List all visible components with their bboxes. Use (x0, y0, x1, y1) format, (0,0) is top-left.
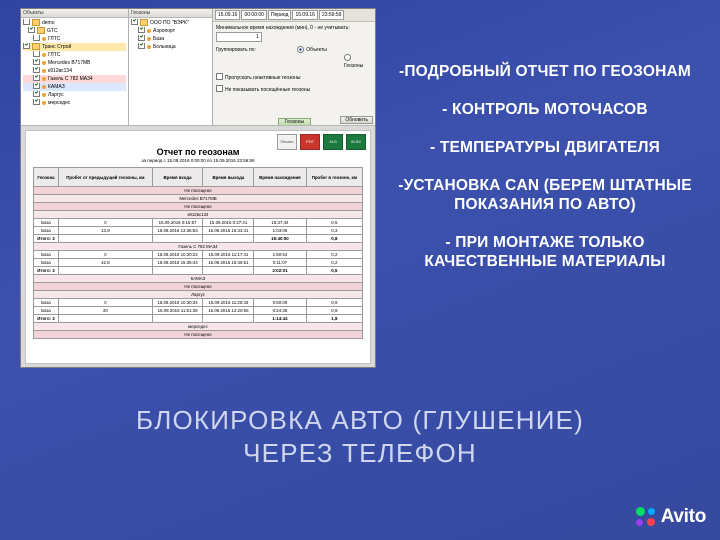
col-mileage-prev: Пробег от предыдущей геозоны, км (59, 168, 152, 187)
cell: 0,8 (306, 235, 363, 243)
checkbox-icon[interactable] (138, 43, 145, 49)
min-time-label: Минимальное время нахождения (мин), 0 - не учитывать: (216, 25, 350, 31)
tree-item-label: Ларгус (48, 92, 64, 98)
avito-logo (636, 506, 706, 528)
cell: 1:03:06 (254, 227, 306, 235)
checkbox-icon[interactable] (33, 99, 40, 105)
vehicle-icon (42, 69, 46, 73)
cell: 15.09.2016 13:36:53 (152, 227, 203, 235)
cell: 15.09.2016 11:17:41 (203, 251, 254, 259)
cell (203, 267, 254, 275)
folder-icon (37, 27, 45, 34)
group-row (33, 331, 362, 339)
tree-item-label: demo (42, 20, 55, 26)
checkbox-icon[interactable] (131, 19, 138, 25)
cell: 0,5 (306, 267, 363, 275)
cell: База (33, 251, 58, 259)
cell: 15.09.2016 16:33:41 (203, 227, 254, 235)
feature-item-1: -ПОДРОБНЫЙ ОТЧЕТ ПО ГЕОЗОНАМ (398, 63, 692, 80)
tree-item-label: ГЛТС (48, 36, 61, 42)
cell: 15.09.2016 12:20:56 (203, 307, 254, 315)
tree-item-label: Транс Строй (42, 44, 72, 50)
cell (152, 315, 203, 323)
geozones-panel-header: Геозоны (129, 9, 212, 18)
group-row (33, 283, 362, 291)
cell: База (33, 219, 58, 227)
group-label: к912вс134 (33, 211, 362, 219)
table-row (33, 299, 362, 307)
vehicle-icon (42, 53, 46, 57)
cell: 1:14:44 (254, 315, 306, 323)
headline (0, 404, 720, 470)
avito-wordmark: Avito (660, 506, 706, 527)
table-header-row (33, 168, 362, 187)
table-row (33, 307, 362, 315)
objects-tree[interactable] (21, 18, 128, 108)
objects-panel[interactable] (21, 9, 129, 125)
geozones-tree[interactable] (129, 18, 212, 52)
folder-icon (32, 19, 40, 26)
tree-item[interactable] (23, 19, 126, 27)
group-row (33, 275, 362, 283)
group-row (33, 291, 362, 299)
cell (152, 235, 203, 243)
headline-line-2: ЧЕРЕЗ ТЕЛЕФОН (243, 438, 477, 468)
params-panel[interactable] (213, 9, 375, 125)
cell: 15.09.2016 15:46:51 (203, 259, 254, 267)
cell: Итого: 2 (33, 315, 58, 323)
export-pdf-button[interactable]: PDF (300, 134, 320, 150)
export-xls-button[interactable]: XLS (323, 134, 343, 150)
radio-icon[interactable] (297, 46, 304, 53)
cell: 15.09.2016 0:27:41 (203, 219, 254, 227)
feature-item-2: - КОНТРОЛЬ МОТОЧАСОВ (442, 101, 648, 118)
group-label: Газель С 782 МА34 (33, 243, 362, 251)
cell: База (33, 227, 58, 235)
group-row (33, 203, 362, 211)
group-label: Не посещено (33, 187, 362, 195)
group-row (33, 211, 362, 219)
tree-item-label: мерседес (48, 100, 71, 106)
cell: 1:50:54 (254, 251, 306, 259)
tree-item[interactable] (23, 83, 126, 91)
checkbox-icon[interactable] (33, 91, 40, 97)
table-row (33, 227, 362, 235)
vehicle-icon (42, 61, 46, 65)
col-geozone: Геозона (33, 168, 58, 187)
cell: 0,9 (306, 307, 363, 315)
group-row (33, 195, 362, 203)
checkbox-icon[interactable] (33, 51, 40, 57)
group-row (213, 44, 375, 72)
checkbox-icon[interactable] (138, 27, 145, 33)
tree-item[interactable] (23, 75, 126, 83)
cell (59, 315, 152, 323)
folder-icon (140, 19, 148, 26)
checkbox-icon[interactable] (28, 27, 35, 33)
cell: 0 (59, 299, 152, 307)
date-to-input[interactable]: 15.09.16 (292, 10, 317, 20)
total-row (33, 315, 362, 323)
cell: 15.09.2016 10:30:34 (152, 299, 203, 307)
cell: База (33, 259, 58, 267)
skip-inactive-row[interactable]: Пропускать неактивные геозоны (213, 72, 375, 84)
headline-line-1: БЛОКИРОВКА АВТО (ГЛУШЕНИЕ) (135, 405, 585, 435)
min-time-row (213, 22, 375, 44)
tree-item[interactable] (23, 43, 126, 51)
col-time-out: Время выхода (203, 168, 254, 187)
table-row (33, 251, 362, 259)
report-subtitle: за период с 15.09.2016 0:00:00 по 15.09.2016 23:59:59 (141, 158, 255, 163)
vehicle-icon (42, 77, 46, 81)
cell: 0 (59, 219, 152, 227)
date-from-input[interactable]: 15.09.16 (215, 10, 240, 20)
group-option-objects[interactable]: Объекты (297, 47, 327, 53)
feature-item-4: -УСТАНОВКА CAN (БЕРЕМ ШТАТНЫЕ ПОКАЗАНИЯ ПО АВТО) (398, 177, 692, 213)
time-from-input[interactable]: 00:00:00 (241, 10, 266, 20)
tree-item[interactable] (23, 51, 126, 59)
tree-item[interactable] (23, 27, 126, 35)
group-label: Группировать по: (216, 47, 256, 53)
period-bar[interactable] (213, 9, 375, 22)
cell: 20 (59, 307, 152, 315)
cell: 0,3 (306, 227, 363, 235)
vehicle-icon (42, 37, 46, 41)
tree-item-label: Аэропорт (153, 28, 176, 34)
table-row (33, 259, 362, 267)
cell: 1,8 (306, 315, 363, 323)
cell: 15.09.2016 11:20:43 (203, 299, 254, 307)
tree-item-label: Mercedes B717MB (48, 60, 91, 66)
tree-item-label: База (153, 36, 165, 42)
checkbox-icon[interactable] (33, 75, 40, 81)
group-row (33, 243, 362, 251)
cell: 0,9 (306, 299, 363, 307)
cell: 15.09.2016 11:51:38 (152, 307, 203, 315)
cell: 15.09.2016 10:20:22 (152, 251, 203, 259)
checkbox-icon[interactable] (23, 43, 30, 49)
app-screenshot (20, 8, 376, 368)
radio-icon[interactable] (344, 54, 351, 61)
tree-item-label: Больница (153, 44, 176, 50)
cell: 42,8 (59, 259, 152, 267)
cell: 15.09.2016 15:35:44 (152, 259, 203, 267)
cell: 13,9 (59, 227, 152, 235)
group-row (33, 323, 362, 331)
tab-geozones[interactable]: Геозоны (278, 118, 311, 125)
cell: База (33, 307, 58, 315)
checkbox-icon[interactable] (216, 73, 223, 80)
report-title: Отчет по геозонам (156, 147, 240, 157)
cell: 2:02:01 (254, 267, 306, 275)
tree-item-label: к912вс134 (48, 68, 72, 74)
tree-item[interactable] (23, 91, 126, 99)
cell: 0:50:09 (254, 299, 306, 307)
col-duration: Время нахождения (254, 168, 306, 187)
feature-list (382, 62, 708, 290)
tree-item[interactable] (131, 27, 210, 35)
no-visits-row[interactable]: Не показывать посещённые геозоны (213, 84, 375, 96)
cell: 0:11:07 (254, 259, 306, 267)
checkbox-icon[interactable] (33, 59, 40, 65)
tree-item[interactable] (23, 59, 126, 67)
cell (59, 235, 152, 243)
tree-item-label: Газель С 782 МА34 (48, 76, 93, 82)
group-label: мерседес (33, 323, 362, 331)
group-row (33, 187, 362, 195)
report-table (33, 167, 363, 339)
col-mileage-in: Пробег в геозоне, км (306, 168, 363, 187)
cell: 16:40:50 (254, 235, 306, 243)
export-xlsx-button[interactable]: XLSX (346, 134, 366, 150)
avito-dots-icon (636, 507, 656, 527)
cell: 0:24:35 (254, 307, 306, 315)
cell: 0,2 (306, 251, 363, 259)
cell: Итого: 2 (33, 235, 58, 243)
objects-panel-header: Объекты (21, 9, 128, 18)
tree-item[interactable] (23, 99, 126, 107)
group-label: Mercedes B717MB (33, 195, 362, 203)
col-time-in: Время входа (152, 168, 203, 187)
refresh-button[interactable]: Обновить (340, 116, 373, 124)
top-panels (21, 9, 375, 126)
group-sublabel: Не посещено (33, 203, 362, 211)
feature-item-3: - ТЕМПЕРАТУРЫ ДВИГАТЕЛЯ (429, 139, 661, 156)
tree-item-label: GTC (47, 28, 58, 34)
feature-item-5: - ПРИ МОНТАЖЕ ТОЛЬКО КАЧЕСТВЕННЫЕ МАТЕРИАЛЫ (424, 234, 666, 270)
cell: Итого: 2 (33, 267, 58, 275)
time-to-input[interactable]: 23:59:59 (319, 10, 344, 20)
cell: 0,5 (306, 219, 363, 227)
tree-item-label: ГЛТС (48, 52, 61, 58)
cell (59, 267, 152, 275)
folder-icon (32, 43, 40, 50)
geozone-icon (147, 37, 151, 41)
tree-item[interactable] (131, 19, 210, 27)
total-row (33, 267, 362, 275)
checkbox-icon[interactable] (216, 85, 223, 92)
vehicle-icon (42, 85, 46, 89)
geozone-icon (147, 29, 151, 33)
group-label: Ларгус (33, 291, 362, 299)
geozone-icon (147, 45, 151, 49)
geozones-panel[interactable] (129, 9, 213, 125)
cell: 0,2 (306, 259, 363, 267)
group-sublabel: Не посещено (33, 283, 362, 291)
tree-item-label: КАМАЗ (48, 84, 65, 90)
checkbox-icon[interactable] (138, 35, 145, 41)
print-button[interactable]: Печать (277, 134, 297, 150)
checkbox-icon[interactable] (33, 67, 40, 73)
cell (203, 235, 254, 243)
vehicle-icon (42, 101, 46, 105)
cell: 0 (59, 251, 152, 259)
min-time-input[interactable]: 1 (216, 32, 262, 42)
tree-item[interactable] (23, 35, 126, 43)
report-area (25, 130, 371, 364)
group-sublabel: Не посещено (33, 331, 362, 339)
cell: База (33, 299, 58, 307)
vehicle-icon (42, 93, 46, 97)
period-label[interactable]: Период (268, 10, 292, 20)
cell: 15:37:44 (254, 219, 306, 227)
checkbox-icon[interactable] (33, 83, 40, 89)
cell (152, 267, 203, 275)
tree-item[interactable] (131, 43, 210, 51)
group-label: КАМАЗ (33, 275, 362, 283)
tree-item-label: ООО ПО "ВЭРК" (150, 20, 189, 26)
table-row (33, 219, 362, 227)
total-row (33, 235, 362, 243)
group-option-geozones[interactable]: Геозоны (344, 54, 372, 70)
tree-item[interactable] (23, 67, 126, 75)
checkbox-icon[interactable] (33, 35, 40, 41)
cell: 15.09.2016 0:15:57 (152, 219, 203, 227)
checkbox-icon[interactable] (23, 19, 30, 25)
tree-item[interactable] (131, 35, 210, 43)
cell (203, 315, 254, 323)
